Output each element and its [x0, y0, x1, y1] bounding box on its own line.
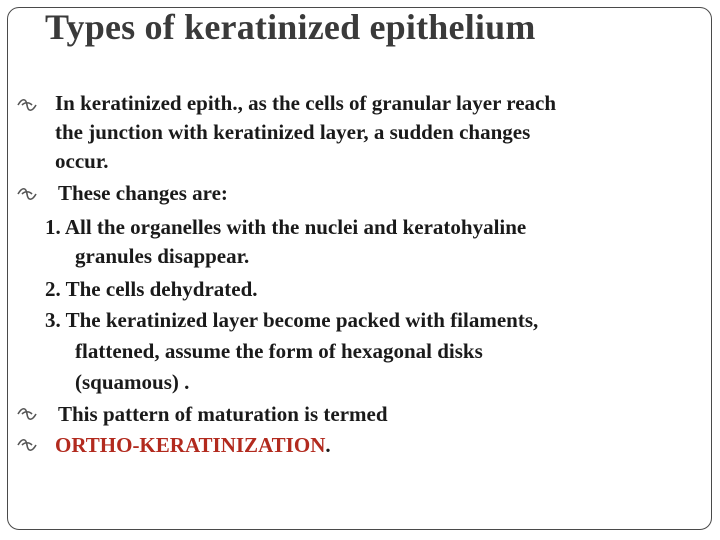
- list-item-1-continued: granules disappear.: [75, 244, 250, 268]
- body-line: These changes are:: [58, 181, 228, 205]
- bullet-icon: [16, 437, 38, 453]
- slide-title: Types of keratinized epithelium: [45, 7, 536, 47]
- bullet-icon: [16, 406, 38, 422]
- body-line: This pattern of maturation is termed: [58, 402, 388, 426]
- list-item-3-continued: flattened, assume the form of hexagonal disks: [75, 339, 483, 363]
- emphasis-line: [55, 430, 331, 461]
- list-item-3-continued: (squamous) .: [75, 370, 190, 394]
- body-line: the junction with keratinized layer, a sudden changes: [55, 120, 531, 144]
- emphasis-period: .: [325, 433, 331, 457]
- bullet-icon: [16, 97, 38, 113]
- list-item-3: 3. The keratinized layer become packed with filaments,: [45, 308, 539, 332]
- list-item-2: 2. The cells dehydrated.: [45, 277, 258, 301]
- emphasis-term: ORTHO-KERATINIZATION: [55, 433, 326, 457]
- list-item-1: 1. All the organelles with the nuclei and keratohyaline: [45, 215, 527, 239]
- bullet-icon: [16, 186, 38, 202]
- body-line: occur.: [55, 149, 109, 173]
- body-line: In keratinized epith., as the cells of granular layer reach: [55, 91, 557, 115]
